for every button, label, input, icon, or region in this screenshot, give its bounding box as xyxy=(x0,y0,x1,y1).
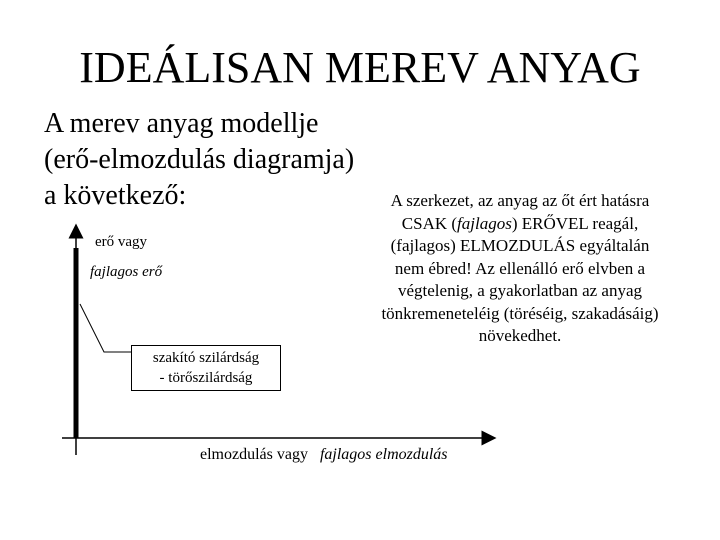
explanation-line-7: növekedhet. xyxy=(478,326,562,345)
callout-line-1: szakító szilárdság xyxy=(152,350,260,366)
callout-line-2: - törőszilárdság xyxy=(159,370,253,386)
explanation-line-4: nem ébred! Az ellenálló erő elvben a xyxy=(394,258,646,278)
explanation-text xyxy=(340,190,700,348)
explanation-line-6: tönkremeneteléig (töréséig, szakadásáig) xyxy=(381,303,659,323)
explanation-line-1: A szerkezet, az anyag az őt ért hatásra xyxy=(390,191,650,210)
callout-leader-line xyxy=(80,304,131,352)
page-title: IDEÁLISAN MEREV ANYAG xyxy=(79,43,641,92)
explanation-line-2-post: ) ERŐVEL reagál, xyxy=(511,213,639,233)
explanation-line-2-italic: fajlagos xyxy=(457,213,512,233)
intro-line-2: (erő-elmozdulás diagramja) xyxy=(44,144,355,175)
x-axis-label-plain: elmozdulás vagy xyxy=(200,446,308,463)
y-axis-label-line-1: erő vagy xyxy=(95,234,148,250)
intro-line-3: a következő: xyxy=(44,180,187,211)
y-axis-label-line-2: fajlagos erő xyxy=(90,264,163,280)
explanation-line-3: (fajlagos) ELMOZDULÁS egyáltalán xyxy=(390,236,650,255)
explanation-line-5: végtelenig, a gyakorlatban az anyag xyxy=(397,281,643,300)
x-axis-label-italic: fajlagos elmozdulás xyxy=(319,446,448,463)
explanation-line-2 xyxy=(340,213,700,236)
intro-line-1: A merev anyag modellje xyxy=(44,108,319,139)
strength-callout-box xyxy=(131,345,281,391)
x-axis-label xyxy=(200,446,448,464)
explanation-line-2-pre: CSAK ( xyxy=(401,213,458,233)
